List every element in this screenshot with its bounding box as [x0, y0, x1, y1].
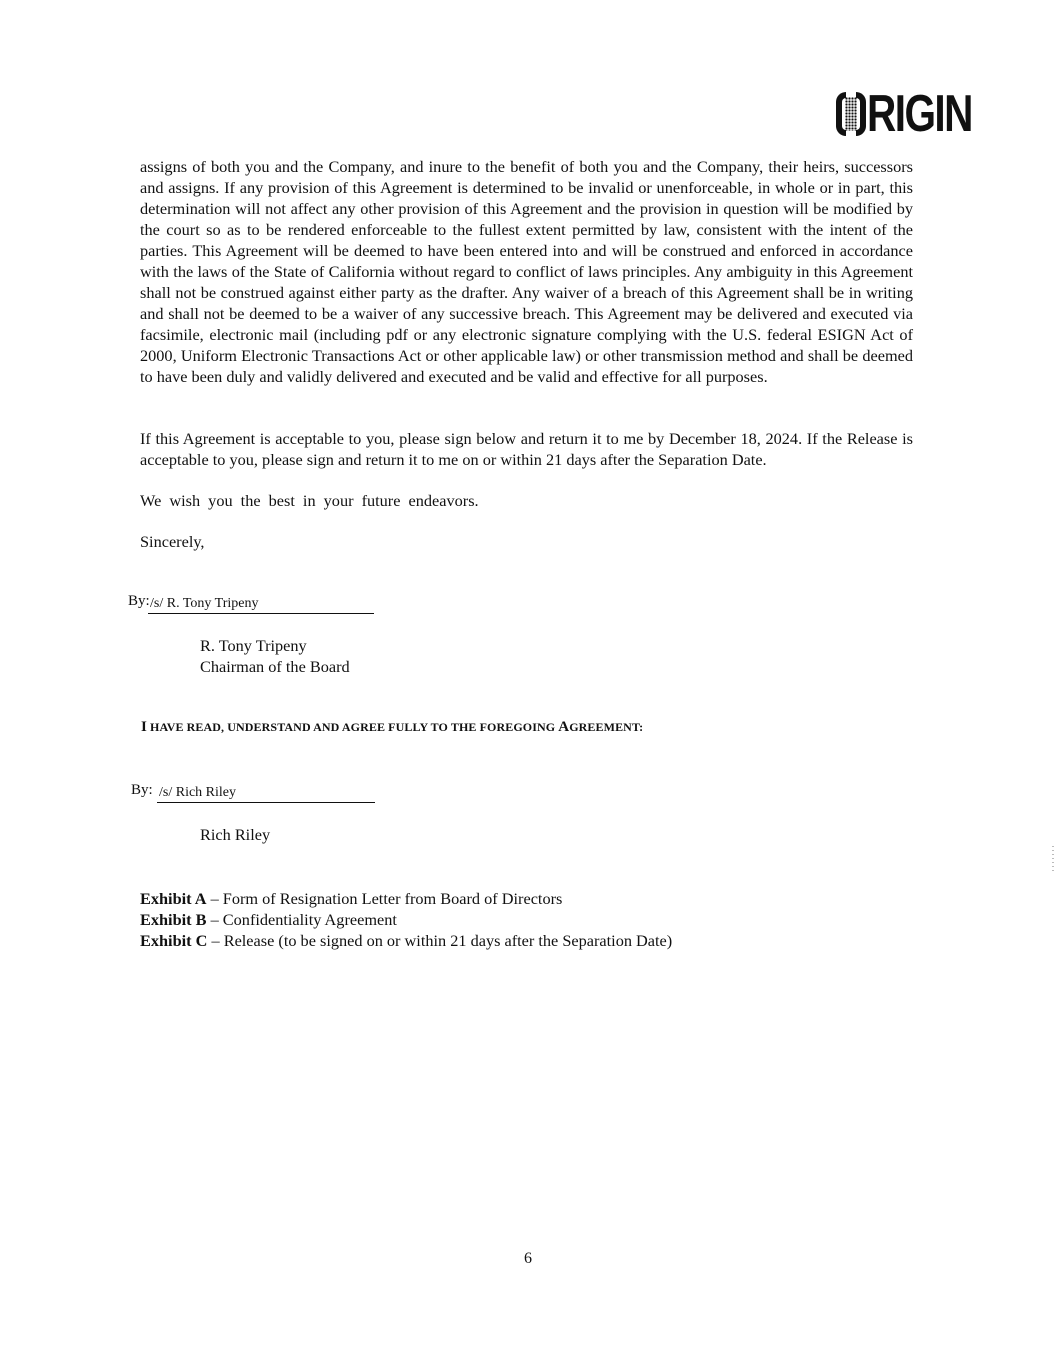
closing: Sincerely,: [140, 532, 205, 551]
exhibit-item: [140, 888, 672, 909]
body-paragraph-2: If this Agreement is acceptable to you, please sign below and return it to me by December 18, 2024. If the Release is acceptable to you, please sign and return it to me on or within 21 days after the Separation Date.: [140, 429, 913, 469]
company-signer-block: [200, 635, 350, 677]
exhibit-label: Exhibit B: [140, 910, 207, 929]
employee-signer-name: Rich Riley: [200, 825, 271, 844]
page-number: 6: [524, 1250, 532, 1267]
employee-signature-line: [131, 782, 381, 803]
acknowledgement-heading: [141, 718, 643, 736]
scan-edge-marks: [1052, 846, 1054, 874]
signature-by-label: By:: [131, 782, 153, 798]
ack-initial-2: A: [558, 719, 570, 735]
exhibit-list: [140, 888, 672, 951]
exhibit-description: – Release (to be signed on or within 21 days after the Separation Date): [207, 931, 673, 950]
body-paragraph-1: assigns of both you and the Company, and inure to the benefit of both you and the Company, their heirs, successors and assigns. If any provision of this Agreement is determined to be invalid or unenforceable, in whole or in part, this determination will not affect any other provision of this Agreement and the provision in question will be modified by the court so as to be rendered enforceable to the fullest extent permitted by law, consistent with the intent of the parties. This Agreement will be deemed to have been entered into and will be construed and enforced in accordance with the laws of the State of California without regard to conflict of laws principles. Any ambiguity in this Agreement shall not be construed against either party as the drafter. Any waiver of a breach of this Agreement shall be in writing and shall not be deemed to be a waiver of any successive breach. This Agreement may be delivered and executed via facsimile, electronic mail (including pdf or any electronic signature complying with the U.S. federal ESIGN Act of 2000, Uniform Electronic Transactions Act or other applicable law) or other transmission method and shall be deemed to have been duly and validly delivered and executed and be valid and effective for all purposes.: [140, 157, 913, 386]
signature-by-label: By:: [128, 593, 150, 609]
origin-logo-mark-icon: [836, 90, 866, 138]
exhibit-description: – Form of Resignation Letter from Board of Directors: [206, 889, 563, 908]
origin-logo: [836, 85, 1001, 143]
company-signer-title: Chairman of the Board: [200, 657, 350, 676]
logo-text: RIGIN: [867, 85, 972, 143]
exhibit-description: – Confidentiality Agreement: [206, 910, 397, 929]
body-paragraph-3: We wish you the best in your future endeavors.: [140, 491, 479, 510]
ack-text-2: GREEMENT:: [569, 720, 644, 734]
exhibit-item: [140, 930, 672, 951]
exhibit-item: [140, 909, 672, 930]
employee-signer-block: [200, 824, 270, 845]
company-signature-value: /s/ R. Tony Tripeny: [148, 595, 374, 614]
company-signer-name: R. Tony Tripeny: [200, 636, 307, 655]
ack-text-1: HAVE READ, UNDERSTAND AND AGREE FULLY TO THE FOREGOING: [146, 720, 559, 734]
employee-signature-value: /s/ Rich Riley: [157, 784, 375, 803]
exhibit-label: Exhibit C: [140, 931, 208, 950]
exhibit-label: Exhibit A: [140, 889, 207, 908]
ack-initial-1: I: [141, 719, 147, 735]
company-signature-line: [128, 593, 378, 614]
